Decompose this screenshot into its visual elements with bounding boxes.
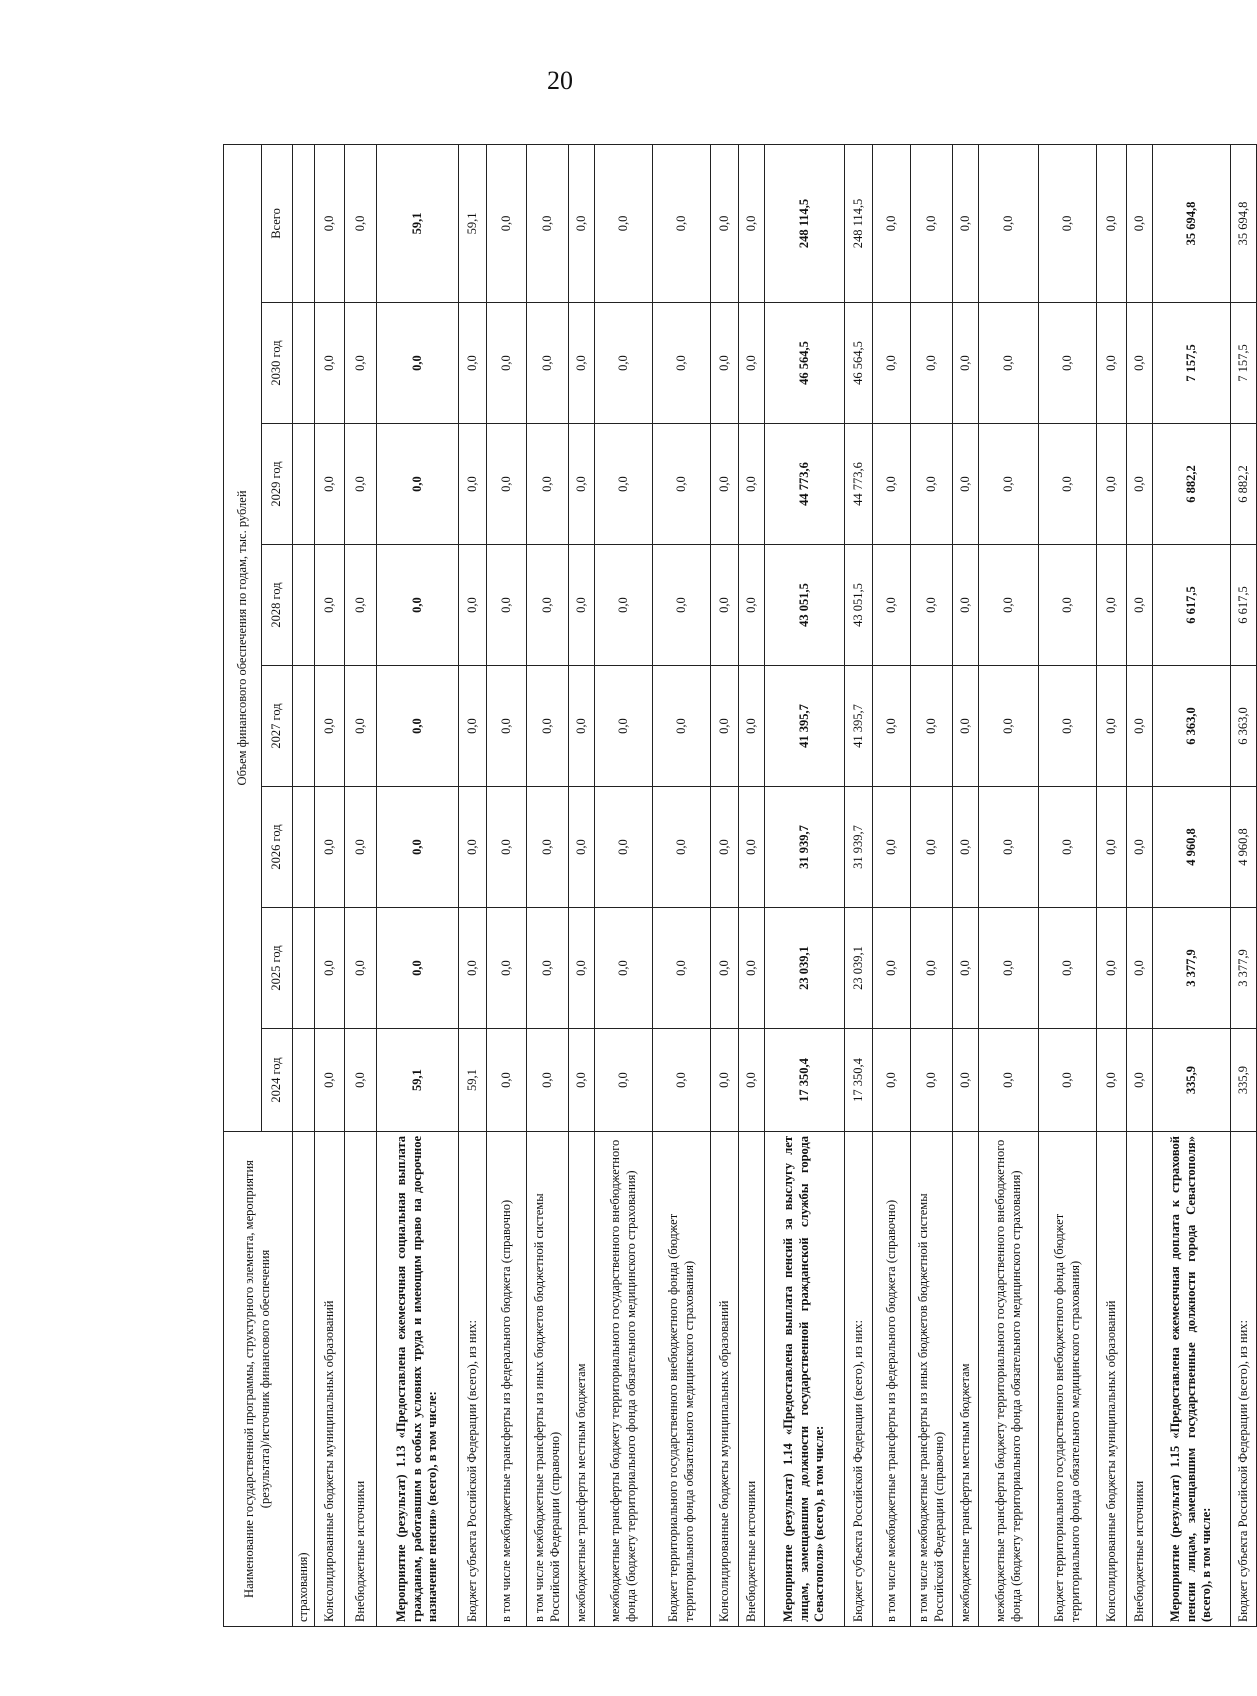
cell-value <box>293 787 315 908</box>
table-row <box>739 144 765 1626</box>
row-label: Бюджет субъекта Российской Федерации (всего), из них: <box>845 1132 873 1627</box>
cell-value: 0,0 <box>459 908 487 1029</box>
cell-total: 0,0 <box>487 144 527 302</box>
cell-total: 0,0 <box>315 144 345 302</box>
cell-value: 0,0 <box>711 1029 739 1132</box>
cell-total: 0,0 <box>345 144 377 302</box>
table-row <box>1127 144 1153 1626</box>
cell-total: 59,1 <box>377 144 459 302</box>
cell-value: 0,0 <box>527 787 569 908</box>
header-year: 2026 год <box>262 787 293 908</box>
cell-value: 0,0 <box>487 787 527 908</box>
cell-value: 0,0 <box>653 787 711 908</box>
cell-value: 0,0 <box>315 908 345 1029</box>
cell-value: 0,0 <box>953 545 979 666</box>
row-label: Консолидированные бюджеты муниципальных образований <box>1097 1132 1127 1627</box>
cell-value: 0,0 <box>1039 545 1097 666</box>
cell-value: 0,0 <box>979 908 1039 1029</box>
cell-value: 0,0 <box>377 787 459 908</box>
table-row <box>569 144 595 1626</box>
cell-value: 0,0 <box>345 303 377 424</box>
row-label: Консолидированные бюджеты муниципальных образований <box>315 1132 345 1627</box>
financing-table <box>223 144 1257 1627</box>
cell-value: 0,0 <box>1097 545 1127 666</box>
cell-value: 17 350,4 <box>765 1029 845 1132</box>
cell-value: 0,0 <box>653 1029 711 1132</box>
cell-value: 0,0 <box>739 908 765 1029</box>
cell-value: 0,0 <box>569 666 595 787</box>
cell-value: 3 377,9 <box>1231 908 1257 1029</box>
cell-value: 0,0 <box>569 424 595 545</box>
cell-value: 0,0 <box>569 1029 595 1132</box>
table-row <box>953 144 979 1626</box>
row-label: страхования) <box>293 1132 315 1627</box>
cell-value: 0,0 <box>739 666 765 787</box>
cell-value <box>293 424 315 545</box>
row-label: Внебюджетные источники <box>345 1132 377 1627</box>
header-year: 2025 год <box>262 908 293 1029</box>
cell-value: 0,0 <box>711 303 739 424</box>
header-year: 2030 год <box>262 303 293 424</box>
header-year: 2027 год <box>262 666 293 787</box>
cell-value: 0,0 <box>653 666 711 787</box>
row-label: Консолидированные бюджеты муниципальных образований <box>711 1132 739 1627</box>
cell-value: 0,0 <box>595 303 653 424</box>
cell-value: 335,9 <box>1153 1029 1231 1132</box>
cell-value: 0,0 <box>1039 424 1097 545</box>
cell-total: 0,0 <box>953 144 979 302</box>
table-row <box>1231 144 1257 1626</box>
cell-value: 0,0 <box>1127 666 1153 787</box>
table-row <box>293 144 315 1626</box>
cell-value: 335,9 <box>1231 1029 1257 1132</box>
table-row <box>911 144 953 1626</box>
cell-value: 0,0 <box>315 787 345 908</box>
cell-value: 0,0 <box>1039 908 1097 1029</box>
cell-value: 0,0 <box>459 545 487 666</box>
cell-value: 0,0 <box>345 787 377 908</box>
cell-value: 0,0 <box>1127 1029 1153 1132</box>
cell-value: 0,0 <box>459 666 487 787</box>
cell-value: 0,0 <box>527 666 569 787</box>
row-label: в том числе межбюджетные трансферты из федерального бюджета (справочно) <box>487 1132 527 1627</box>
cell-value: 0,0 <box>739 424 765 545</box>
cell-value: 0,0 <box>487 666 527 787</box>
cell-value: 0,0 <box>487 545 527 666</box>
cell-value: 0,0 <box>1097 303 1127 424</box>
cell-value: 6 617,5 <box>1231 545 1257 666</box>
cell-value: 0,0 <box>873 303 911 424</box>
page-number: 20 <box>547 66 573 95</box>
cell-value: 0,0 <box>595 424 653 545</box>
cell-value: 0,0 <box>569 908 595 1029</box>
cell-value: 6 363,0 <box>1153 666 1231 787</box>
cell-value: 6 617,5 <box>1153 545 1231 666</box>
row-label: Бюджет субъекта Российской Федерации (всего), из них: <box>459 1132 487 1627</box>
cell-value: 17 350,4 <box>845 1029 873 1132</box>
cell-value: 0,0 <box>345 545 377 666</box>
cell-value: 0,0 <box>1127 545 1153 666</box>
cell-value: 0,0 <box>873 666 911 787</box>
cell-value: 0,0 <box>653 303 711 424</box>
cell-value: 0,0 <box>345 424 377 545</box>
table-row <box>377 144 459 1626</box>
cell-total <box>293 144 315 302</box>
row-label: в том числе межбюджетные трансферты из иных бюджетов бюджетной системы Российской Федерации (справочно) <box>527 1132 569 1627</box>
cell-value: 0,0 <box>979 787 1039 908</box>
row-label: Мероприятие (результат) 1.14 «Предоставлена выплата пенсий за выслугу лет лицам, замещавшим должности государственной гражданской службы города Севастополя» (всего), в том числе: <box>765 1132 845 1627</box>
cell-value: 0,0 <box>377 424 459 545</box>
cell-value: 0,0 <box>873 787 911 908</box>
cell-value: 0,0 <box>739 1029 765 1132</box>
row-label: межбюджетные трансферты бюджету территориального государственного внебюджетного фонда (бюджету территориального фонда обязательного медицинского страхования) <box>595 1132 653 1627</box>
cell-value: 0,0 <box>487 303 527 424</box>
cell-total: 0,0 <box>711 144 739 302</box>
table-body <box>293 144 1257 1626</box>
cell-value: 0,0 <box>459 424 487 545</box>
rotated-table-container <box>223 145 1250 1627</box>
cell-value: 0,0 <box>911 303 953 424</box>
row-label: межбюджетные трансферты бюджету территориального государственного внебюджетного фонда (бюджету территориального фонда обязательного медицинского страхования) <box>979 1132 1039 1627</box>
cell-value: 0,0 <box>979 303 1039 424</box>
header-year: 2024 год <box>262 1029 293 1132</box>
cell-value: 7 157,5 <box>1153 303 1231 424</box>
cell-value: 0,0 <box>911 1029 953 1132</box>
cell-value: 59,1 <box>377 1029 459 1132</box>
cell-value: 0,0 <box>873 908 911 1029</box>
table-row <box>1153 144 1231 1626</box>
table-row <box>653 144 711 1626</box>
cell-value: 0,0 <box>527 303 569 424</box>
cell-value: 43 051,5 <box>845 545 873 666</box>
cell-total: 0,0 <box>979 144 1039 302</box>
row-label: Мероприятие (результат) 1.15 «Предоставлена ежемесячная доплата к страховой пенсии лицам, замещавшим государственные должности города Севастополя» (всего), в том числе: <box>1153 1132 1231 1627</box>
cell-value: 0,0 <box>315 1029 345 1132</box>
row-label: Бюджет субъекта Российской Федерации (всего), из них: <box>1231 1132 1257 1627</box>
table-row <box>765 144 845 1626</box>
cell-value: 0,0 <box>595 666 653 787</box>
cell-value <box>293 1029 315 1132</box>
cell-value: 0,0 <box>873 424 911 545</box>
header-total: Всего <box>262 144 293 302</box>
cell-value: 31 939,7 <box>765 787 845 908</box>
cell-value <box>293 545 315 666</box>
cell-value: 0,0 <box>953 1029 979 1132</box>
cell-value: 0,0 <box>377 303 459 424</box>
cell-value: 41 395,7 <box>845 666 873 787</box>
table-row <box>487 144 527 1626</box>
row-label: Мероприятие (результат) 1.13 «Предоставлена ежемесячная социальная выплата гражданам, работавшим в особых условиях труда и имеющим право на досрочное назначение пенсии» (всего), в том числе: <box>377 1132 459 1627</box>
cell-value: 0,0 <box>711 545 739 666</box>
cell-value: 0,0 <box>739 787 765 908</box>
cell-total: 0,0 <box>527 144 569 302</box>
cell-total: 0,0 <box>873 144 911 302</box>
cell-value: 0,0 <box>1039 666 1097 787</box>
header-financing-group: Объем финансового обеспечения по годам, тыс. рублей <box>224 144 262 1131</box>
table-row <box>845 144 873 1626</box>
cell-value: 0,0 <box>487 424 527 545</box>
cell-value: 0,0 <box>1097 787 1127 908</box>
cell-value: 23 039,1 <box>845 908 873 1029</box>
cell-value: 3 377,9 <box>1153 908 1231 1029</box>
cell-value: 0,0 <box>377 545 459 666</box>
cell-total: 59,1 <box>459 144 487 302</box>
cell-value: 0,0 <box>953 908 979 1029</box>
cell-value: 0,0 <box>595 908 653 1029</box>
cell-value: 0,0 <box>1097 908 1127 1029</box>
cell-value: 0,0 <box>569 303 595 424</box>
cell-value: 0,0 <box>911 908 953 1029</box>
cell-value: 0,0 <box>653 908 711 1029</box>
cell-value: 0,0 <box>345 666 377 787</box>
cell-value: 0,0 <box>911 666 953 787</box>
cell-value: 0,0 <box>1097 666 1127 787</box>
cell-value: 59,1 <box>459 1029 487 1132</box>
cell-value: 43 051,5 <box>765 545 845 666</box>
cell-value: 0,0 <box>595 1029 653 1132</box>
cell-value: 0,0 <box>711 787 739 908</box>
table-row <box>315 144 345 1626</box>
cell-value: 0,0 <box>711 908 739 1029</box>
cell-total: 35 694,8 <box>1231 144 1257 302</box>
cell-value: 31 939,7 <box>845 787 873 908</box>
cell-value: 0,0 <box>1127 424 1153 545</box>
cell-value: 0,0 <box>1127 303 1153 424</box>
cell-value: 0,0 <box>979 424 1039 545</box>
cell-value: 0,0 <box>739 545 765 666</box>
row-label: в том числе межбюджетные трансферты из иных бюджетов бюджетной системы Российской Федерации (справочно) <box>911 1132 953 1627</box>
cell-value: 0,0 <box>911 545 953 666</box>
cell-value: 41 395,7 <box>765 666 845 787</box>
cell-value: 0,0 <box>315 666 345 787</box>
table-row <box>711 144 739 1626</box>
cell-value: 0,0 <box>315 424 345 545</box>
cell-value: 0,0 <box>979 1029 1039 1132</box>
cell-value: 6 882,2 <box>1231 424 1257 545</box>
row-label: Бюджет территориального государственного внебюджетного фонда (бюджет территориального фонда обязательного медицинского страхования) <box>653 1132 711 1627</box>
cell-value: 0,0 <box>345 908 377 1029</box>
cell-total: 0,0 <box>1127 144 1153 302</box>
table-row <box>1097 144 1127 1626</box>
cell-value: 46 564,5 <box>845 303 873 424</box>
table-row <box>345 144 377 1626</box>
cell-value: 0,0 <box>953 303 979 424</box>
row-label: межбюджетные трансферты местным бюджетам <box>953 1132 979 1627</box>
cell-value: 0,0 <box>1039 1029 1097 1132</box>
table-row <box>459 144 487 1626</box>
row-label: в том числе межбюджетные трансферты из федерального бюджета (справочно) <box>873 1132 911 1627</box>
cell-value: 4 960,8 <box>1153 787 1231 908</box>
table-row <box>979 144 1039 1626</box>
cell-total: 0,0 <box>739 144 765 302</box>
cell-total: 248 114,5 <box>765 144 845 302</box>
cell-value: 0,0 <box>1097 1029 1127 1132</box>
cell-value: 0,0 <box>315 303 345 424</box>
cell-value: 0,0 <box>527 1029 569 1132</box>
cell-value: 0,0 <box>377 666 459 787</box>
row-label: Бюджет территориального государственного внебюджетного фонда (бюджет территориального фонда обязательного медицинского страхования) <box>1039 1132 1097 1627</box>
cell-value: 23 039,1 <box>765 908 845 1029</box>
cell-value: 0,0 <box>653 424 711 545</box>
cell-value: 0,0 <box>377 908 459 1029</box>
cell-value: 0,0 <box>345 1029 377 1132</box>
cell-value: 0,0 <box>595 545 653 666</box>
cell-value: 0,0 <box>711 666 739 787</box>
row-label: Внебюджетные источники <box>739 1132 765 1627</box>
cell-value: 44 773,6 <box>765 424 845 545</box>
table-row <box>527 144 569 1626</box>
cell-value: 4 960,8 <box>1231 787 1257 908</box>
cell-total: 0,0 <box>653 144 711 302</box>
header-year: 2028 год <box>262 545 293 666</box>
cell-value: 0,0 <box>953 666 979 787</box>
cell-value: 0,0 <box>873 1029 911 1132</box>
cell-value: 6 882,2 <box>1153 424 1231 545</box>
cell-value: 0,0 <box>873 545 911 666</box>
cell-value: 0,0 <box>911 787 953 908</box>
header-year: 2029 год <box>262 424 293 545</box>
cell-value: 0,0 <box>711 424 739 545</box>
cell-value: 7 157,5 <box>1231 303 1257 424</box>
cell-value: 0,0 <box>911 424 953 545</box>
cell-value: 0,0 <box>569 545 595 666</box>
cell-total: 248 114,5 <box>845 144 873 302</box>
cell-value: 0,0 <box>527 545 569 666</box>
cell-value: 0,0 <box>459 787 487 908</box>
cell-value: 0,0 <box>459 303 487 424</box>
cell-total: 0,0 <box>569 144 595 302</box>
cell-value: 0,0 <box>653 545 711 666</box>
cell-value: 46 564,5 <box>765 303 845 424</box>
table-row <box>1039 144 1097 1626</box>
cell-value: 0,0 <box>527 424 569 545</box>
cell-value: 0,0 <box>953 787 979 908</box>
cell-value: 44 773,6 <box>845 424 873 545</box>
cell-value: 6 363,0 <box>1231 666 1257 787</box>
cell-value <box>293 666 315 787</box>
cell-value <box>293 908 315 1029</box>
cell-total: 0,0 <box>595 144 653 302</box>
cell-value: 0,0 <box>1127 787 1153 908</box>
header-name-column: Наименование государственной программы, структурного элемента, мероприятия (результата)/источник финансового обеспечения <box>224 1132 293 1627</box>
cell-value: 0,0 <box>1127 908 1153 1029</box>
cell-value: 0,0 <box>315 545 345 666</box>
cell-value: 0,0 <box>979 545 1039 666</box>
cell-value: 0,0 <box>1097 424 1127 545</box>
cell-total: 0,0 <box>911 144 953 302</box>
cell-value: 0,0 <box>487 908 527 1029</box>
cell-value: 0,0 <box>953 424 979 545</box>
cell-total: 0,0 <box>1039 144 1097 302</box>
row-label: Внебюджетные источники <box>1127 1132 1153 1627</box>
cell-value: 0,0 <box>487 1029 527 1132</box>
cell-value: 0,0 <box>1039 787 1097 908</box>
cell-value <box>293 303 315 424</box>
table-row <box>595 144 653 1626</box>
table-row <box>873 144 911 1626</box>
cell-total: 0,0 <box>1097 144 1127 302</box>
row-label: межбюджетные трансферты местным бюджетам <box>569 1132 595 1627</box>
cell-value: 0,0 <box>1039 303 1097 424</box>
cell-total: 35 694,8 <box>1153 144 1231 302</box>
cell-value: 0,0 <box>595 787 653 908</box>
cell-value: 0,0 <box>979 666 1039 787</box>
cell-value: 0,0 <box>527 908 569 1029</box>
cell-value: 0,0 <box>739 303 765 424</box>
cell-value: 0,0 <box>569 787 595 908</box>
